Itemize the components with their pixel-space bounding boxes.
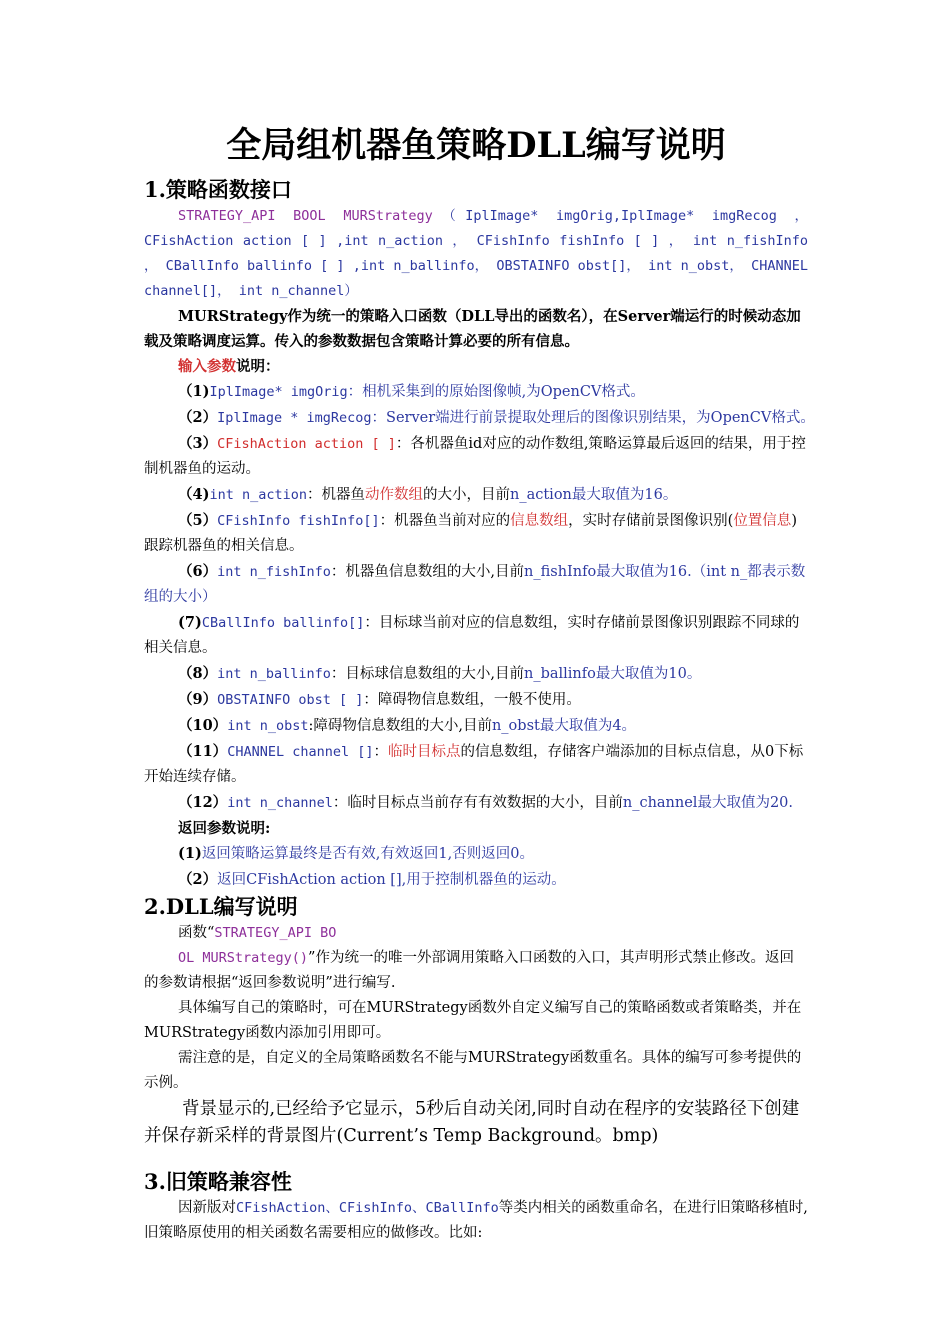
dll-paragraph-1-line-2: OL MURStrategy()”作为统一的唯一外部调用策略入口函数的入口，其声明形式禁止修改。返回的参数请根据“返回参数说明”进行编写. [144, 950, 794, 991]
signature-params: （IplImage* imgOrig,IplImage* imgRecog ，CFishAction action [ ] ,int n_action ， CFishInfo fishInfo [ ] ， int n_fishInfo ， CBallInfo ballinfo [ ] ,int n_ballinfo， OBSTAINFO obst[]， int n_obst， CHANNEL channel[]， int n_channel） [144, 208, 809, 299]
input-params-label: 输入参数说明： [178, 358, 280, 375]
return-params-label: 返回参数说明: [178, 820, 271, 837]
spacer [144, 1150, 808, 1168]
page-title: 全局组机器鱼策略DLL编写说明 [226, 125, 726, 166]
param-item-3: （3）CFishAction action [ ]：各机器鱼id对应的动作数组,策略运算最后返回的结果，用于控制机器鱼的运动。 [144, 435, 806, 477]
param-item-2: （2）IplImage * imgRecog：Server端进行前景提取处理后的图像识别结果，为OpenCV格式。 [178, 409, 815, 426]
param-item-9: （9）OBSTAINFO obst [ ]：障碍物信息数组，一般不使用。 [178, 691, 581, 708]
param-item-8: （8）int n_ballinfo：目标球信息数组的大小,目前n_ballinfo最大取值为10。 [178, 665, 702, 682]
dll-paragraph-3: 需注意的是，自定义的全局策略函数名不能与MURStrategy函数重名。具体的编写可参考提供的示例。 [144, 1050, 802, 1091]
section-heading-2: 2.DLL编写说明 [144, 894, 298, 919]
function-description: MURStrategy作为统一的策略入口函数（DLL导出的函数名），在Server端运行的时候动态加载及策略调度运算。传入的参数数据包含策略计算必要的所有信息。 [144, 308, 801, 350]
dll-paragraph-1-line-1: 函数“STRATEGY_API BO [178, 925, 337, 941]
param-item-12: （12）int n_channel：临时目标点当前存有有效数据的大小，目前n_channel最大取值为20. [178, 794, 794, 811]
param-item-7: (7)CBallInfo ballinfo[]：目标球当前对应的信息数组，实时存储前景图像识别跟踪不同球的相关信息。 [144, 614, 800, 656]
dll-paragraph-2: 具体编写自己的策略时，可在MURStrategy函数外自定义编写自己的策略函数或者策略类，并在MURStrategy函数内添加引用即可。 [144, 1000, 802, 1041]
param-item-4: （4)int n_action：机器鱼动作数组的大小，目前n_action最大取值为16。 [178, 486, 678, 503]
compat-paragraph: 因新版对CFishAction、CFishInfo、CBallInfo等类内相关的函数重命名，在进行旧策略移植时,旧策略原使用的相关函数名需要相应的做修改。比如: [144, 1200, 808, 1241]
param-item-5: （5）CFishInfo fishInfo[]：机器鱼当前对应的信息数组，实时存储前景图像识别(位置信息)跟踪机器鱼的相关信息。 [144, 512, 797, 554]
param-item-11: （11）CHANNEL channel []：临时目标点的信息数组，存储客户端添加的目标点信息，从0下标开始连续存储。 [144, 743, 804, 785]
param-item-10: （10）int n_obst:障碍物信息数组的大小,目前n_obst最大取值为4。 [178, 717, 637, 734]
param-item-6: （6）int n_fishInfo：机器鱼信息数组的大小,目前n_fishInfo最大取值为16.（int n_都表示数组的大小） [144, 563, 806, 605]
signature-prefix: STRATEGY_API BOOL MURStrategy [178, 208, 433, 224]
section-heading-1: 1.策略函数接口 [144, 177, 292, 202]
return-item-2: （2）返回CFishAction action [],用于控制机器鱼的运动。 [178, 871, 566, 888]
param-item-1: （1)IplImage* imgOrig：相机采集到的原始图像帧,为OpenCV格式。 [178, 383, 645, 400]
dll-paragraph-4: 背景显示的,已经给予它显示，5秒后自动关闭,同时自动在程序的安装路径下创建并保存新采样的背景图片(Current’s Temp Background。bmp) [144, 1099, 800, 1146]
section-heading-3: 3.旧策略兼容性 [144, 1169, 292, 1194]
return-item-1: (1)返回策略运算最终是否有效,有效返回1,否则返回0。 [178, 845, 534, 862]
function-signature [144, 204, 808, 304]
document-page [144, 124, 815, 1246]
